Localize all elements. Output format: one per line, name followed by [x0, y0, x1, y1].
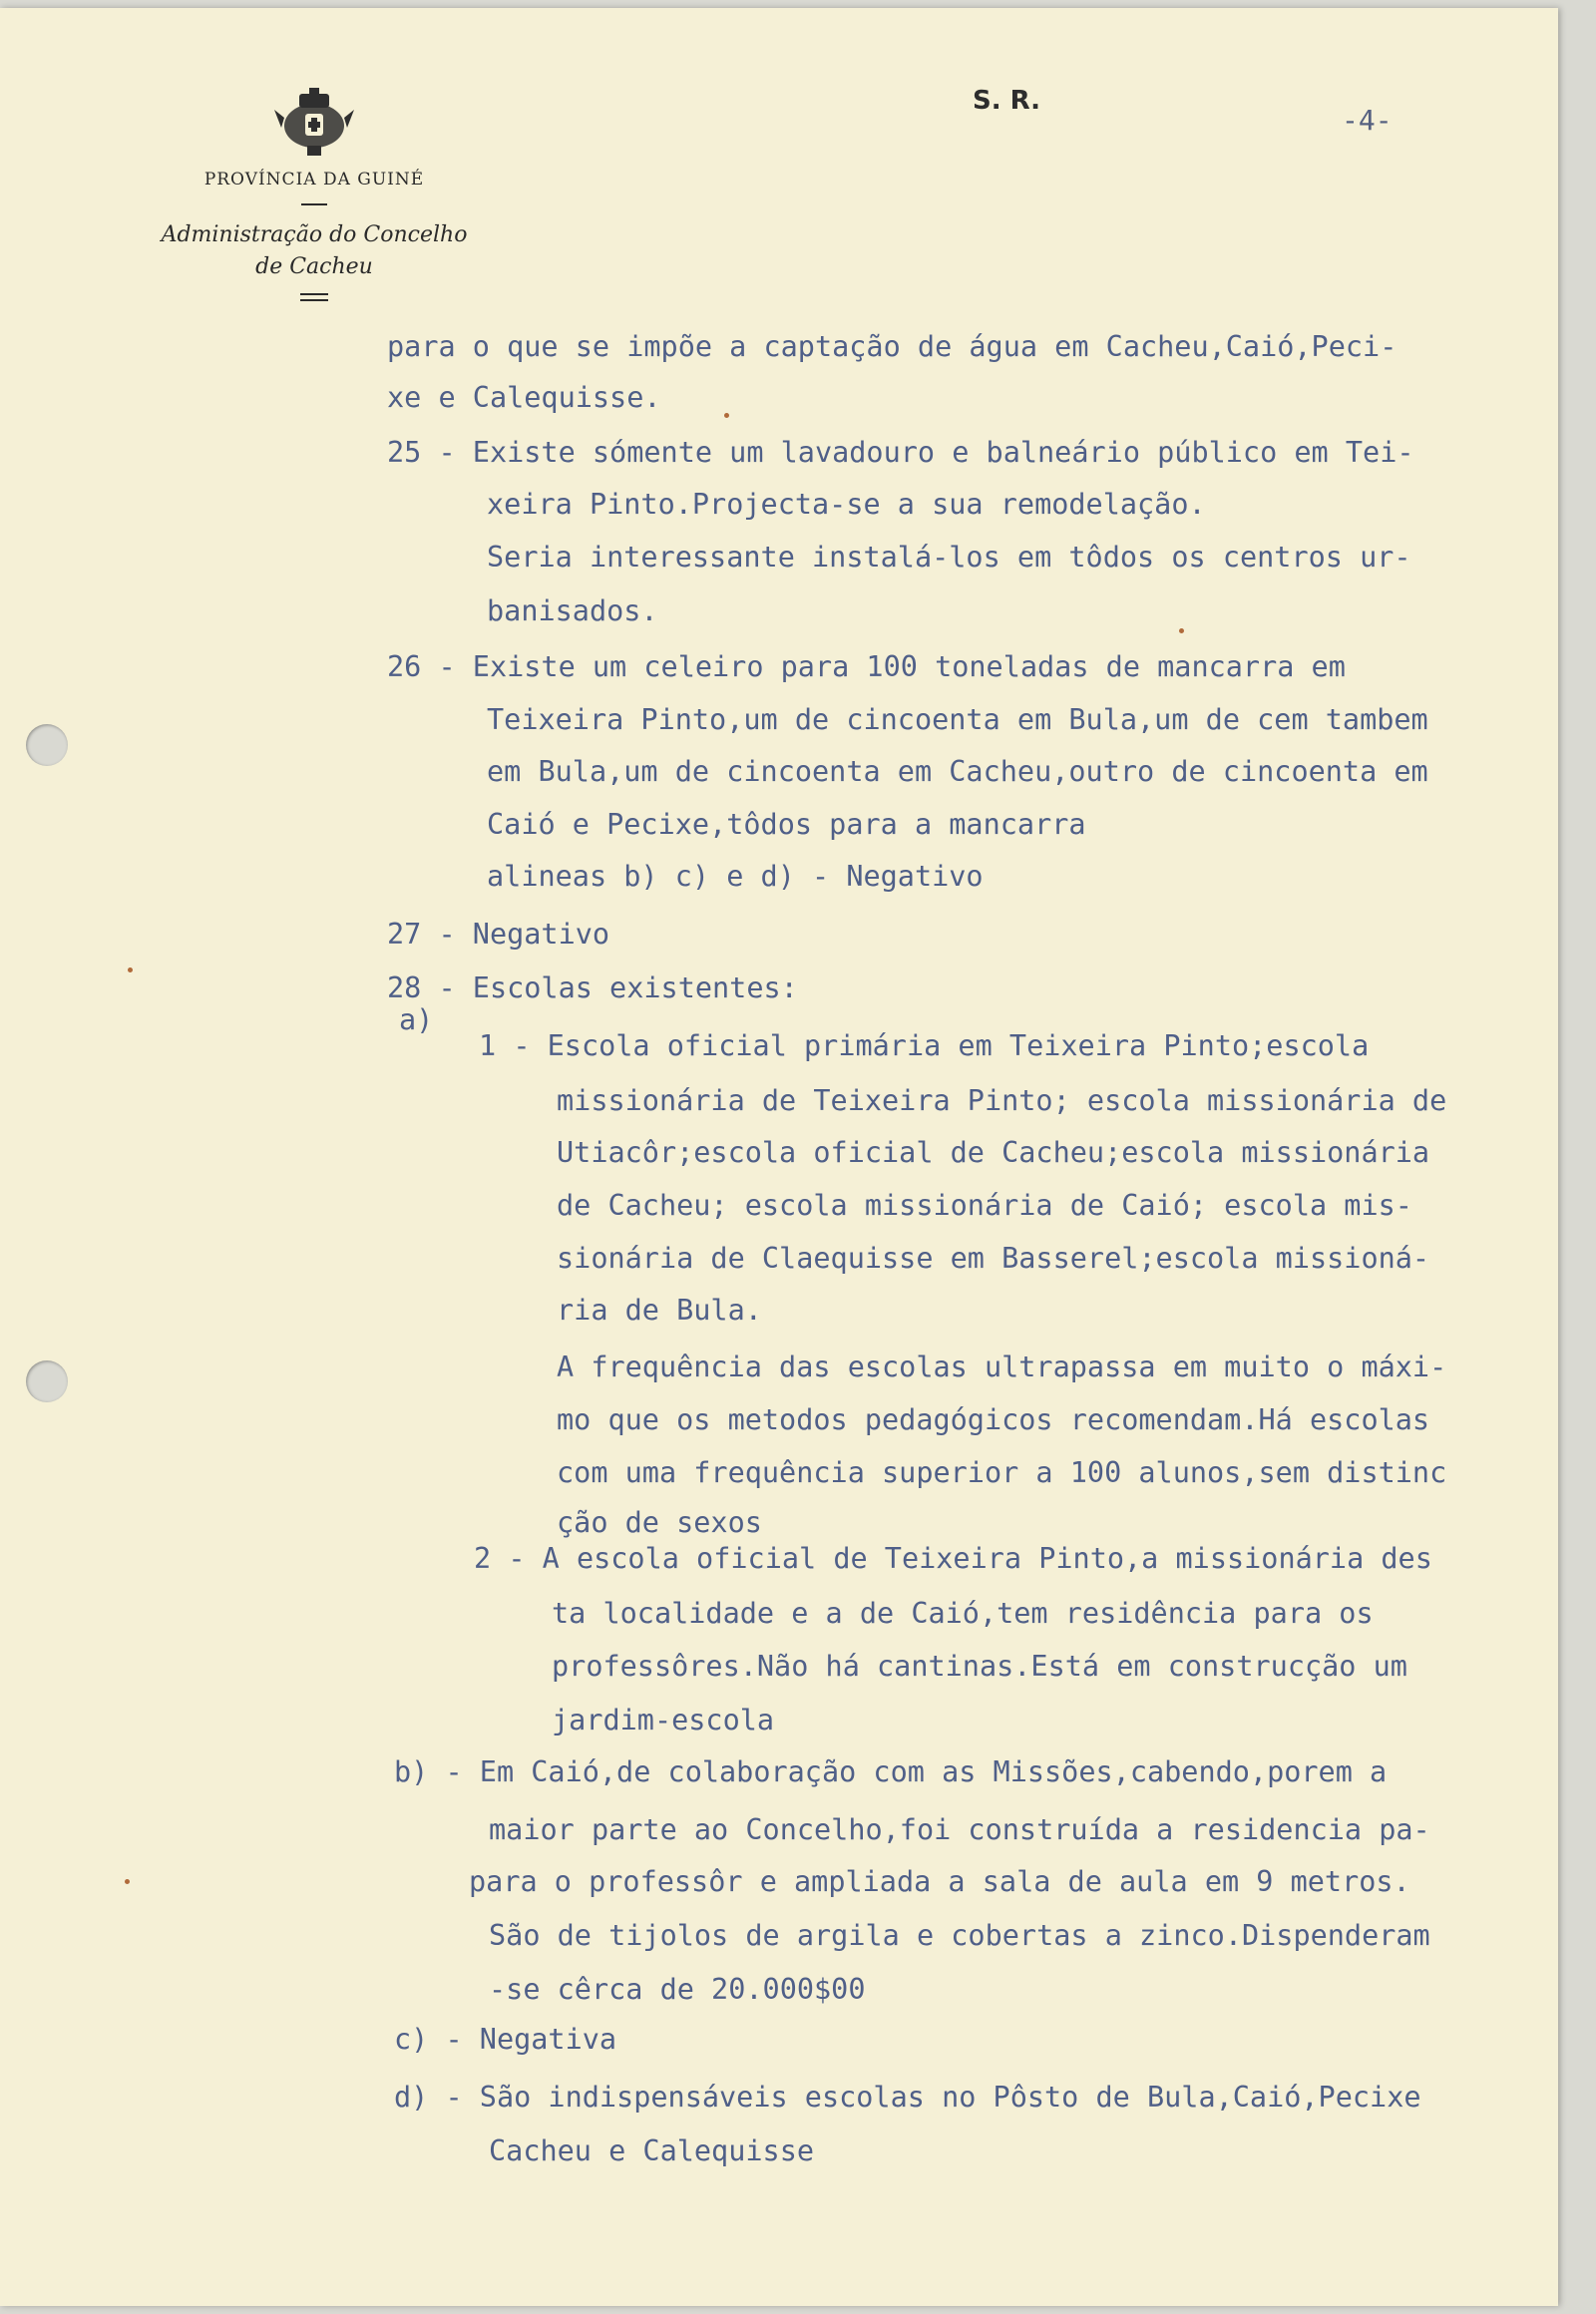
text-line: xeira Pinto.Projecta-se a sua remodelação. — [487, 488, 1206, 521]
text-line: 27 - Negativo — [387, 918, 610, 951]
text-line: A frequência das escolas ultrapassa em muito o máxi- — [557, 1350, 1447, 1383]
administration-line-2: de Cacheu — [255, 254, 373, 279]
text-line: a) — [399, 1003, 434, 1036]
ink-spot — [125, 1879, 130, 1884]
page-number: -4- — [1342, 104, 1393, 137]
text-line: professôres.Não há cantinas.Está em construcção um — [552, 1650, 1407, 1683]
classification-mark: S. R. — [973, 86, 1041, 116]
text-line: ção de sexos — [557, 1506, 762, 1539]
text-line: em Bula,um de cincoenta em Cacheu,outro de cincoenta em — [487, 755, 1428, 788]
text-line: 28 - Escolas existentes: — [387, 971, 798, 1004]
province-name: PROVÍNCIA DA GUINÉ — [203, 170, 425, 190]
text-line: 25 - Existe sómente um lavadouro e balneário público em Tei- — [387, 436, 1414, 469]
text-line: xe e Calequisse. — [387, 381, 661, 414]
text-line: Teixeira Pinto,um de cincoenta em Bula,um de cem tambem — [487, 703, 1428, 736]
document-page — [0, 8, 1558, 2306]
text-line: Caió e Pecixe,tôdos para a mancarra — [487, 808, 1086, 841]
text-line: ria de Bula. — [557, 1294, 762, 1327]
text-line: Seria interessante instalá-los em tôdos os centros ur- — [487, 541, 1411, 574]
administration-line-1: Administração do Concelho — [161, 222, 468, 247]
text-line: -se cêrca de 20.000$00 — [489, 1973, 866, 2006]
text-line: 1 - Escola oficial primária em Teixeira Pinto;escola — [479, 1029, 1370, 1062]
text-line: mo que os metodos pedagógicos recomendam.Há escolas — [557, 1403, 1430, 1436]
ink-spot — [724, 413, 729, 418]
text-line: maior parte ao Concelho,foi construída a residencia pa- — [489, 1813, 1430, 1846]
text-line: de Cacheu; escola missionária de Caió; escola mis- — [557, 1189, 1412, 1222]
text-line: para o que se impõe a captação de água em Cacheu,Caió,Peci- — [387, 330, 1397, 363]
text-line: alineas b) c) e d) - Negativo — [487, 860, 984, 893]
text-line: 26 - Existe um celeiro para 100 toneladas de mancarra em — [387, 650, 1346, 683]
text-line: sionária de Claequisse em Basserel;escola missioná- — [557, 1242, 1430, 1275]
typed-body-text — [0, 8, 1558, 2306]
text-line: São de tijolos de argila e cobertas a zinco.Dispenderam — [489, 1919, 1430, 1952]
text-line: com uma frequência superior a 100 alunos,sem distinc — [557, 1456, 1447, 1489]
text-line: ta localidade e a de Caió,tem residência para os — [552, 1597, 1374, 1630]
text-line: Cacheu e Calequisse — [489, 2134, 815, 2167]
text-line: c) - Negativa — [394, 2023, 617, 2056]
ink-spot — [128, 967, 133, 972]
text-line: banisados. — [487, 594, 658, 627]
text-line: jardim-escola — [552, 1704, 775, 1736]
text-line: b) - Em Caió,de colaboração com as Missões,cabendo,porem a — [394, 1755, 1388, 1788]
text-line: d) - São indispensáveis escolas no Pôsto de Bula,Caió,Pecixe — [394, 2081, 1421, 2114]
text-line: Utiacôr;escola oficial de Cacheu;escola missionária — [557, 1136, 1430, 1169]
text-line: para o professôr e ampliada a sala de aula em 9 metros. — [469, 1865, 1410, 1898]
text-line: 2 - A escola oficial de Teixeira Pinto,a missionária des — [474, 1542, 1432, 1575]
text-line: missionária de Teixeira Pinto; escola missionária de — [557, 1084, 1447, 1117]
ink-spot — [1179, 628, 1184, 633]
